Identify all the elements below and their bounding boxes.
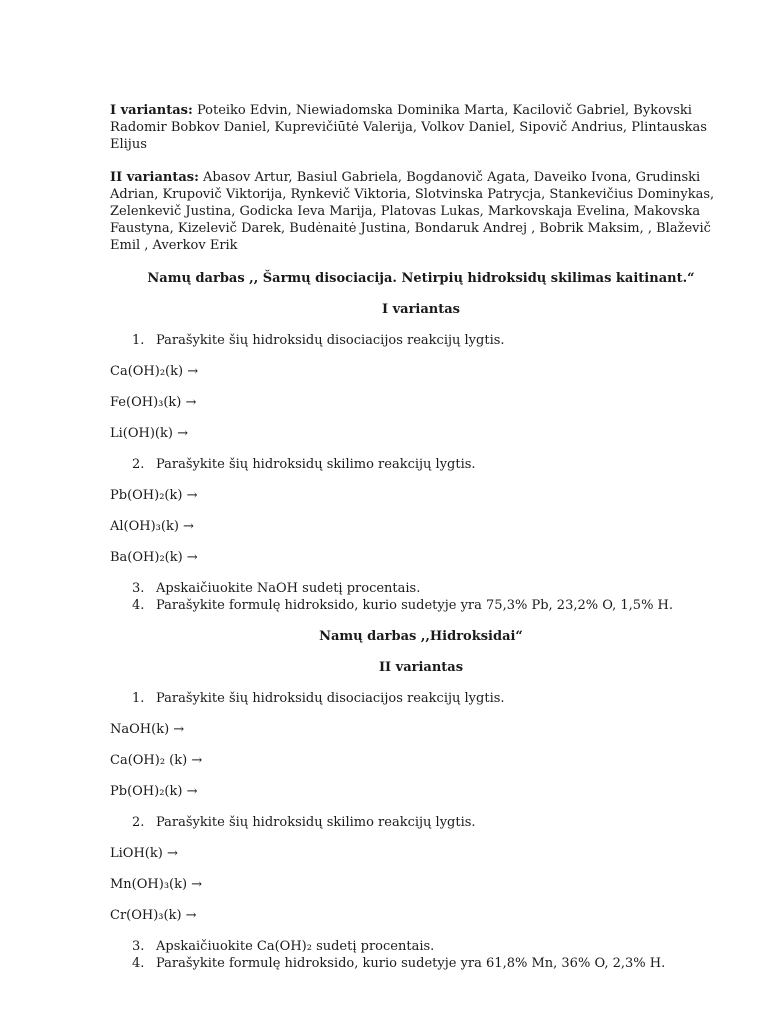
hw2-task-3: 3. Apskaičiuokite Ca(OH)₂ sudetį procentais.	[132, 939, 435, 954]
hw2-task-list-2	[110, 814, 732, 831]
homework-1-title: Namų darbas ,, Šarmų disociacija. Netirpių hidroksidų skilimas kaitinant.“	[147, 271, 695, 286]
hw2-task-1: 1. Parašykite šių hidroksidų disociacijos reakcijų lygtis.	[132, 691, 505, 706]
equation: Mn(OH)₃(k) →	[110, 877, 203, 892]
hw1-task-1: 1. Parašykite šių hidroksidų disociacijos reakcijų lygtis.	[132, 333, 505, 348]
document-page	[110, 102, 732, 972]
equation: Ba(OH)₂(k) →	[110, 550, 198, 565]
equation: Cr(OH)₃(k) →	[110, 908, 197, 923]
hw1-task-4: 4. Parašykite formulę hidroksido, kurio sudetyje yra 75,3% Pb, 23,2% O, 1,5% H.	[132, 598, 674, 613]
equation: Pb(OH)₂(k) →	[110, 784, 198, 799]
hw2-task-list-1	[110, 690, 732, 707]
hw2-task-list-3	[110, 938, 732, 972]
homework-1-variant: I variantas	[382, 302, 460, 317]
equation: Fe(OH)₃(k) →	[110, 395, 197, 410]
equation: Al(OH)₃(k) →	[110, 519, 194, 534]
hw1-task-3: 3. Apskaičiuokite NaOH sudetį procentais.	[132, 581, 421, 596]
equation: Ca(OH)₂ (k) →	[110, 753, 203, 768]
hw2-task-2: 2. Parašykite šių hidroksidų skilimo reakcijų lygtis.	[132, 815, 476, 830]
hw1-task-list-1	[110, 332, 732, 349]
hw1-task-list-3	[110, 580, 732, 614]
equation: Ca(OH)₂(k) →	[110, 364, 199, 379]
equation: LiOH(k) →	[110, 846, 178, 861]
hw1-task-list-2	[110, 456, 732, 473]
equation: NaOH(k) →	[110, 722, 185, 737]
equation: Pb(OH)₂(k) →	[110, 488, 198, 503]
homework-2-title: Namų darbas ,,Hidroksidai“	[319, 629, 523, 644]
equation: Li(OH)(k) →	[110, 426, 188, 441]
variant-2-students	[110, 169, 732, 254]
variant-1-label: I variantas:	[110, 103, 193, 118]
variant-1-names: Poteiko Edvin, Niewiadomska Dominika Marta, Kacilovič Gabriel, Bykovski Radomir Bobkov Daniel, Kuprevičiūtė Valerija, Volkov Daniel, Sipovič Andrius, Plintauskas Elijus	[110, 103, 707, 152]
variant-1-students	[110, 102, 732, 153]
hw1-task-2: 2. Parašykite šių hidroksidų skilimo reakcijų lygtis.	[132, 457, 476, 472]
variant-2-names: Abasov Artur, Basiul Gabriela, Bogdanovič Agata, Daveiko Ivona, Grudinski Adrian, Krupovič Viktorija, Rynkevič Viktoria, Slotvinska Patrycja, Stankevičius Dominykas, Zelenkevič Justina, Godicka Ieva Marija, Platovas Lukas, Markovskaja Evelina, Makovska Faustyna, Kizelevič Darek, Budėnaitė Justina, Bondaruk Andrej , Bobrik Maksim, , Blaževič Emil , Averkov Erik	[110, 170, 715, 253]
homework-2-variant: II variantas	[378, 660, 464, 675]
variant-2-label: II variantas:	[110, 170, 199, 185]
hw2-task-4: 4. Parašykite formulę hidroksido, kurio sudetyje yra 61,8% Mn, 36% O, 2,3% H.	[132, 956, 666, 971]
